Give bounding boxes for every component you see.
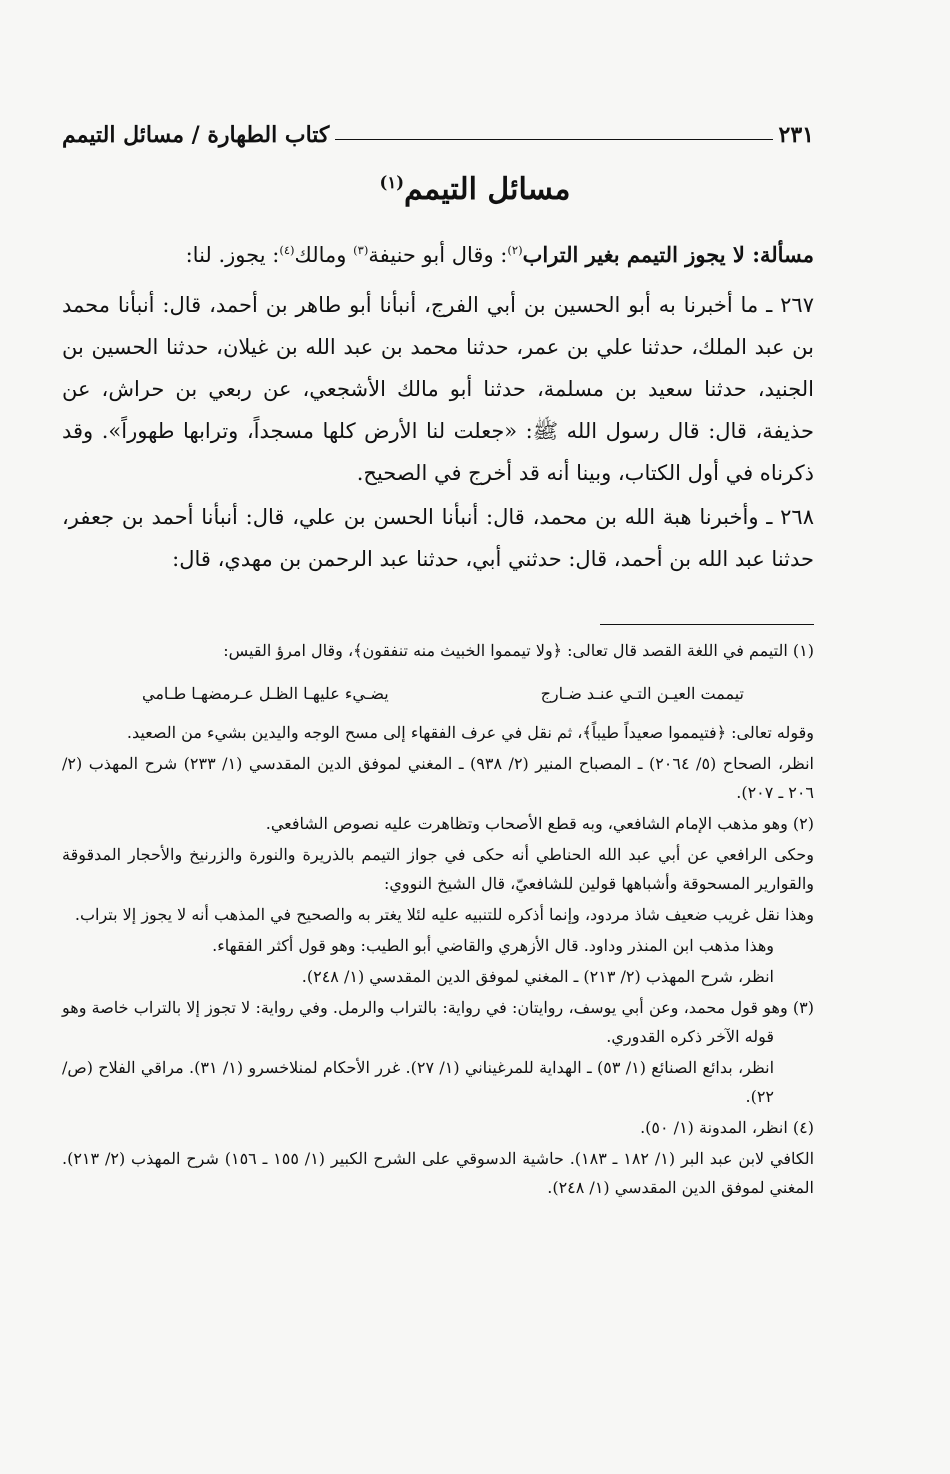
masala-text-2: ومالك [294, 243, 354, 267]
masala-lead: مسألة: لا يجوز التيمم بغير التراب [522, 242, 814, 267]
page-number: ٢٣١ [778, 122, 814, 148]
footnote-4-b: الكافي لابن عبد البر (١/ ١٨٢ ـ ١٨٣). حاشية الدسوقي على الشرح الكبير (١/ ١٥٥ ـ ١٥٦) شرح المهذب (٢/ ٢١٣). المغني لموفق الدين المقدسي (١/ ٢٤٨). [62, 1149, 815, 1197]
masala-text-1: : وقال أبو حنيفة [368, 243, 508, 267]
footnote-3-a: (٣) وهو قول محمد، وعن أبي يوسف، روايتان: في رواية: بالتراب والرمل. وفي رواية: لا تجوز إلا بالتراب خاصة وهو قوله الآخر ذكره القدوري. [62, 998, 814, 1046]
hadith-268 [62, 496, 814, 580]
footnote-2-c: وهذا نقل غريب ضعيف شاذ مردود، وإنما أذكره للتنبيه عليه لئلا يغتر به والصحيح في المذهب أنه لا يجوز إلا بتراب. [74, 905, 814, 924]
footnote-2-e: انظر، شرح المهذب (٢/ ٢١٣) ـ المغني لموفق الدين المقدسي (١/ ٢٤٨). [301, 967, 774, 986]
footnote-4-a: (٤) انظر، المدونة (١/ ٥٠). [640, 1118, 814, 1137]
masala-text-3: : يجوز. لنا: [185, 243, 280, 267]
footnote-1-quote: وقوله تعالى: ﴿فتيمموا صعيداً طيباً﴾، ثم نقل في عرف الفقهاء إلى مسح الوجه واليدين بشيء من الصعيد. [126, 723, 814, 742]
footnote-2-a: (٢) وهو مذهب الإمام الشافعي، وبه قطع الأصحاب وتظاهرت عليه نصوص الشافعي. [265, 814, 814, 833]
hadith-267-text: ٢٦٧ ـ ما أخبرنا به أبو الحسين بن أبي الفرج، أنبأنا أبو طاهر بن أحمد، قال: أنبأنا محمد بن عبد الملك، حدثنا علي بن عمر، حدثنا محمد بن عبد الله بن غيلان، حدثنا الحسين بن الجنيد، حدثنا سعيد بن مسلمة، حدثنا أبو مالك الأشجعي، عن ربعي بن حراش، عن حذيفة، قال: قال رسول الله ﷺ: «جعلت لنا الأرض كلها مسجداً، وترابها طهوراً». وقد ذكرناه في أول الكتاب، وبينا أنه قد أخرج في الصحيح. [62, 293, 814, 485]
hadith-267 [62, 284, 814, 494]
footnote-ref-2: (٢) [507, 243, 523, 257]
footnote-2-b: وحكى الرافعي عن أبي عبد الله الحناطي أنه حكى في جواز التيمم بالذريرة والنورة والزرنيخ والأحجار المدقوقة والقوارير المسحوقة وأشباهها قولين للشافعيّ، قال الشيخ النووي: [62, 845, 814, 893]
footnote-2-d: وهذا مذهب ابن المنذر وداود. قال الأزهري والقاضي أبو الطيب: وهو قول أكثر الفقهاء. [212, 936, 774, 955]
poetry-verse [62, 679, 814, 708]
footnote-ref-3: (٣) [353, 243, 369, 257]
footnote-ref-4: (٤) [279, 243, 295, 257]
footnote-1-intro: (١) التيمم في اللغة القصد قال تعالى: ﴿ولا تيمموا الخبيث منه تنفقون﴾، وقال امرؤ القيس: [223, 641, 814, 660]
header-title: كتاب الطهارة / مسائل التيمم [62, 122, 330, 148]
section-title-text: مسائل التيمم [404, 172, 571, 207]
footnote-ref-1: (١) [379, 173, 405, 192]
header-rule [335, 139, 772, 140]
verse-second-hemistich: يضـيء عليهـا الظـل عـرمضهـا طـامي [142, 684, 389, 703]
masala-statement [62, 234, 814, 276]
footnote-1-refs: انظر، الصحاح (٥/ ٢٠٦٤) ـ المصباح المنير (٢/ ٩٣٨) ـ المغني لموفق الدين المقدسي (١/ ٢٣٣) شرح المهذب (٢/ ٢٠٦ ـ ٢٠٧). [62, 754, 815, 802]
hadith-268-text: ٢٦٨ ـ وأخبرنا هبة الله بن محمد، قال: أنبأنا الحسن بن علي، قال: أنبأنا أحمد بن جعفر، حدثنا عبد الله بن أحمد، قال: حدثني أبي، حدثنا عبد الرحمن بن مهدي، قال: [62, 505, 814, 571]
footnotes [62, 634, 814, 1204]
footnote-3-b: انظر، بدائع الصنائع (١/ ٥٣) ـ الهداية للمرغيناني (١/ ٢٧). غرر الأحكام لمنلاخسرو (١/ ٣١). مراقي الفلاح (ص/ ٢٢). [62, 1058, 775, 1106]
verse-first-hemistich: تيممت العيـن التـي عنـد ضـارج [540, 684, 744, 703]
footnote-separator [600, 624, 814, 625]
section-title [0, 172, 950, 207]
running-header [62, 108, 814, 148]
